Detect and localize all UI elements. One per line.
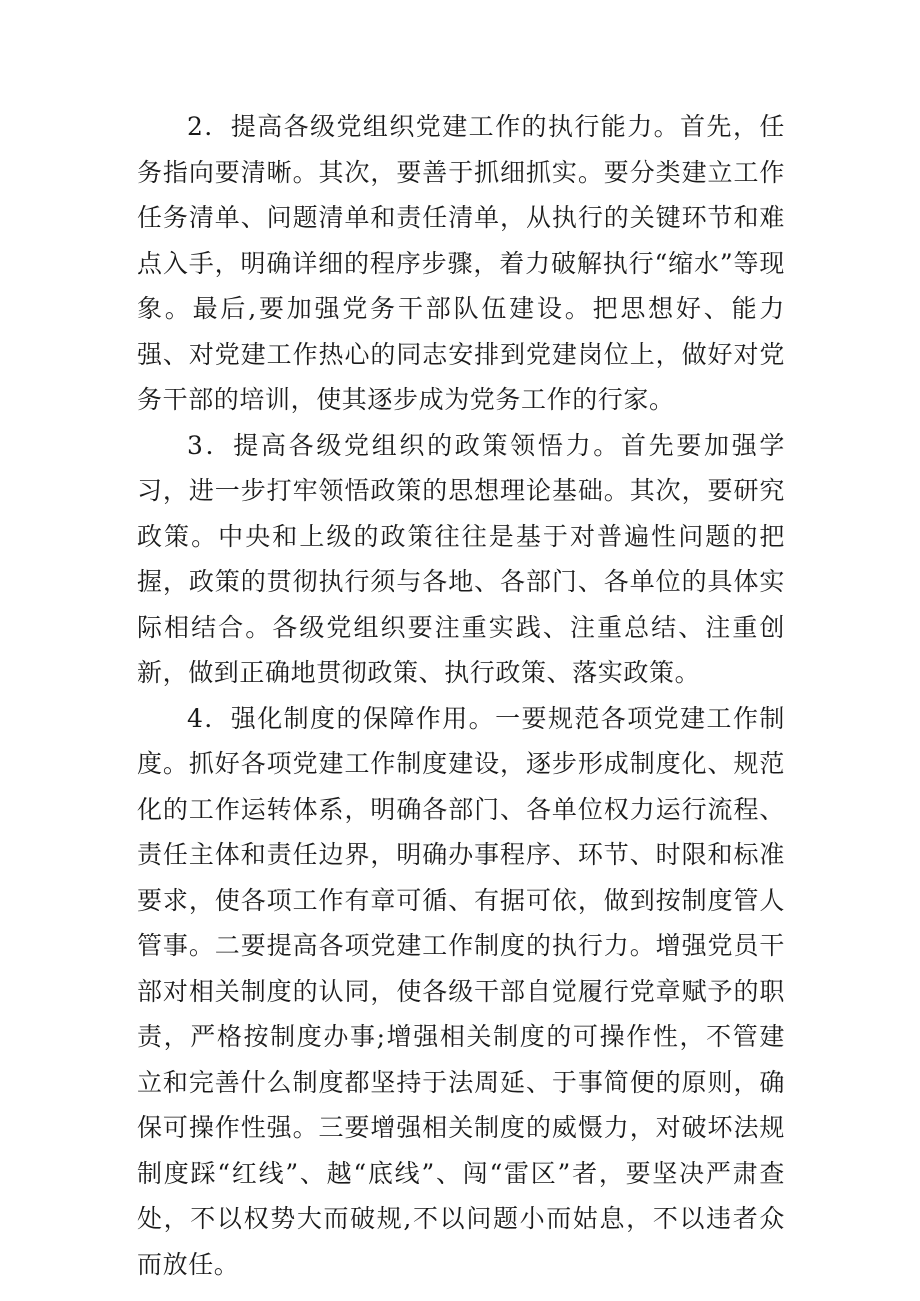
paragraph-2-execution-ability: 2．提高各级党组织党建工作的执行能力。首先，任务指向要清晰。其次，要善于抓细抓实。要分类建立工作任务清单、问题清单和责任清单，从执行的关键环节和难点入手，明确详细的程序步骤，着力破解执行“缩水”等现象。最后,要加强党务干部队伍建设。把思想好、能力强、对党建工作热心的同志安排到党建岗位上，做好对党务干部的培训，使其逐步成为党务工作的行家。 — [137, 112, 785, 414]
document-body — [137, 104, 785, 1287]
paragraph-3-policy-understanding: 3．提高各级党组织的政策领悟力。首先要加强学习，进一步打牢领悟政策的思想理论基础。其次，要研究政策。中央和上级的政策往往是基于对普遍性问题的把握，政策的贯彻执行须与各地、各部门、各单位的具体实际相结合。各级党组织要注重实践、注重总结、注重创新，做到正确地贯彻政策、执行政策、落实政策。 — [137, 430, 785, 687]
paragraph-4-institutional-guarantee: 4．强化制度的保障作用。一要规范各项党建工作制度。抓好各项党建工作制度建设，逐步形成制度化、规范化的工作运转体系，明确各部门、各单位权力运行流程、责任主体和责任边界，明确办事程序、环节、时限和标准要求，使各项工作有章可循、有据可依，做到按制度管人管事。二要提高各项党建工作制度的执行力。增强党员干部对相关制度的认同，使各级干部自觉履行党章赋予的职责，严格按制度办事;增强相关制度的可操作性，不管建立和完善什么制度都坚持于法周延、于事简便的原则，确保可操作性强。三要增强相关制度的威慑力，对破坏法规制度踩“红线”、越“底线”、闯“雷区”者，要坚决严肃查处，不以权势大而破规,不以问题小而姑息，不以违者众而放任。 — [137, 703, 785, 1279]
